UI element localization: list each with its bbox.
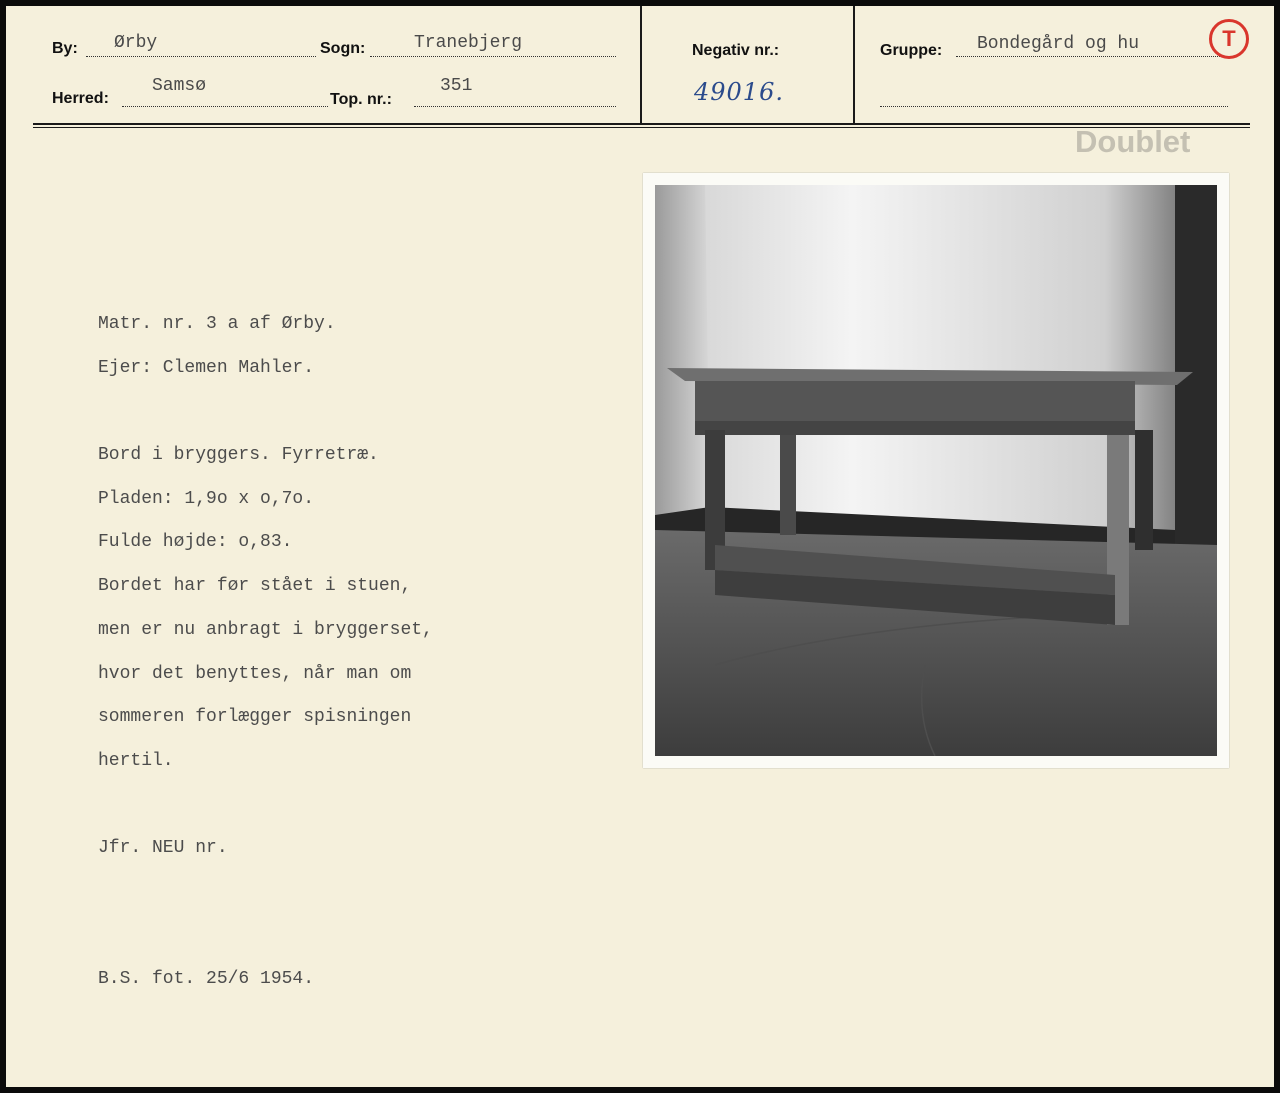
by-dotted-line	[86, 56, 316, 57]
t-stamp-icon: T	[1209, 19, 1249, 59]
gruppe-dotted-line	[956, 56, 1228, 57]
note-line-1: Bordet har før stået i stuen,	[98, 576, 412, 596]
negativ-nr-label: Negativ nr.:	[692, 42, 780, 59]
archive-card	[6, 6, 1274, 1087]
by-label: By:	[52, 40, 78, 57]
herred-dotted-line	[122, 106, 328, 107]
header-divider-2	[853, 6, 855, 125]
gruppe-value: Bondegård og hu	[977, 34, 1140, 54]
jfr-line: Jfr. NEU nr.	[98, 838, 228, 858]
sogn-dotted-line	[370, 56, 616, 57]
by-value: Ørby	[114, 33, 158, 53]
negativ-nr-value: 49016.	[694, 78, 784, 106]
header-rule	[33, 123, 1250, 125]
sogn-value: Tranebjerg	[414, 33, 523, 53]
gruppe-label: Gruppe:	[880, 42, 943, 59]
photo-credit-line: B.S. fot. 25/6 1954.	[98, 969, 315, 989]
note-line-5: hertil.	[98, 751, 174, 771]
header-rule-thin	[33, 127, 1250, 128]
gruppe-dotted-line-2	[880, 106, 1228, 107]
top-nr-dotted-line	[414, 106, 616, 107]
pladen-line: Pladen: 1,9o x o,7o.	[98, 489, 315, 509]
note-line-3: hvor det benyttes, når man om	[98, 664, 412, 684]
ejer-line: Ejer: Clemen Mahler.	[98, 358, 315, 378]
herred-label: Herred:	[52, 90, 109, 107]
header-divider-1	[640, 6, 642, 125]
table-photograph	[655, 185, 1217, 756]
hojde-line: Fulde højde: o,83.	[98, 532, 293, 552]
table-photo-image	[655, 185, 1217, 756]
note-line-4: sommeren forlægger spisningen	[98, 707, 412, 727]
matr-line: Matr. nr. 3 a af Ørby.	[98, 314, 336, 334]
description-line: Bord i bryggers. Fyrretræ.	[98, 445, 379, 465]
top-nr-label: Top. nr.:	[330, 91, 392, 108]
photo-frame	[643, 173, 1229, 768]
sogn-label: Sogn:	[320, 40, 366, 57]
note-line-2: men er nu anbragt i bryggerset,	[98, 620, 433, 640]
doublet-stamp: Doublet	[1075, 124, 1191, 159]
herred-value: Samsø	[152, 76, 207, 96]
top-nr-value: 351	[440, 76, 473, 96]
